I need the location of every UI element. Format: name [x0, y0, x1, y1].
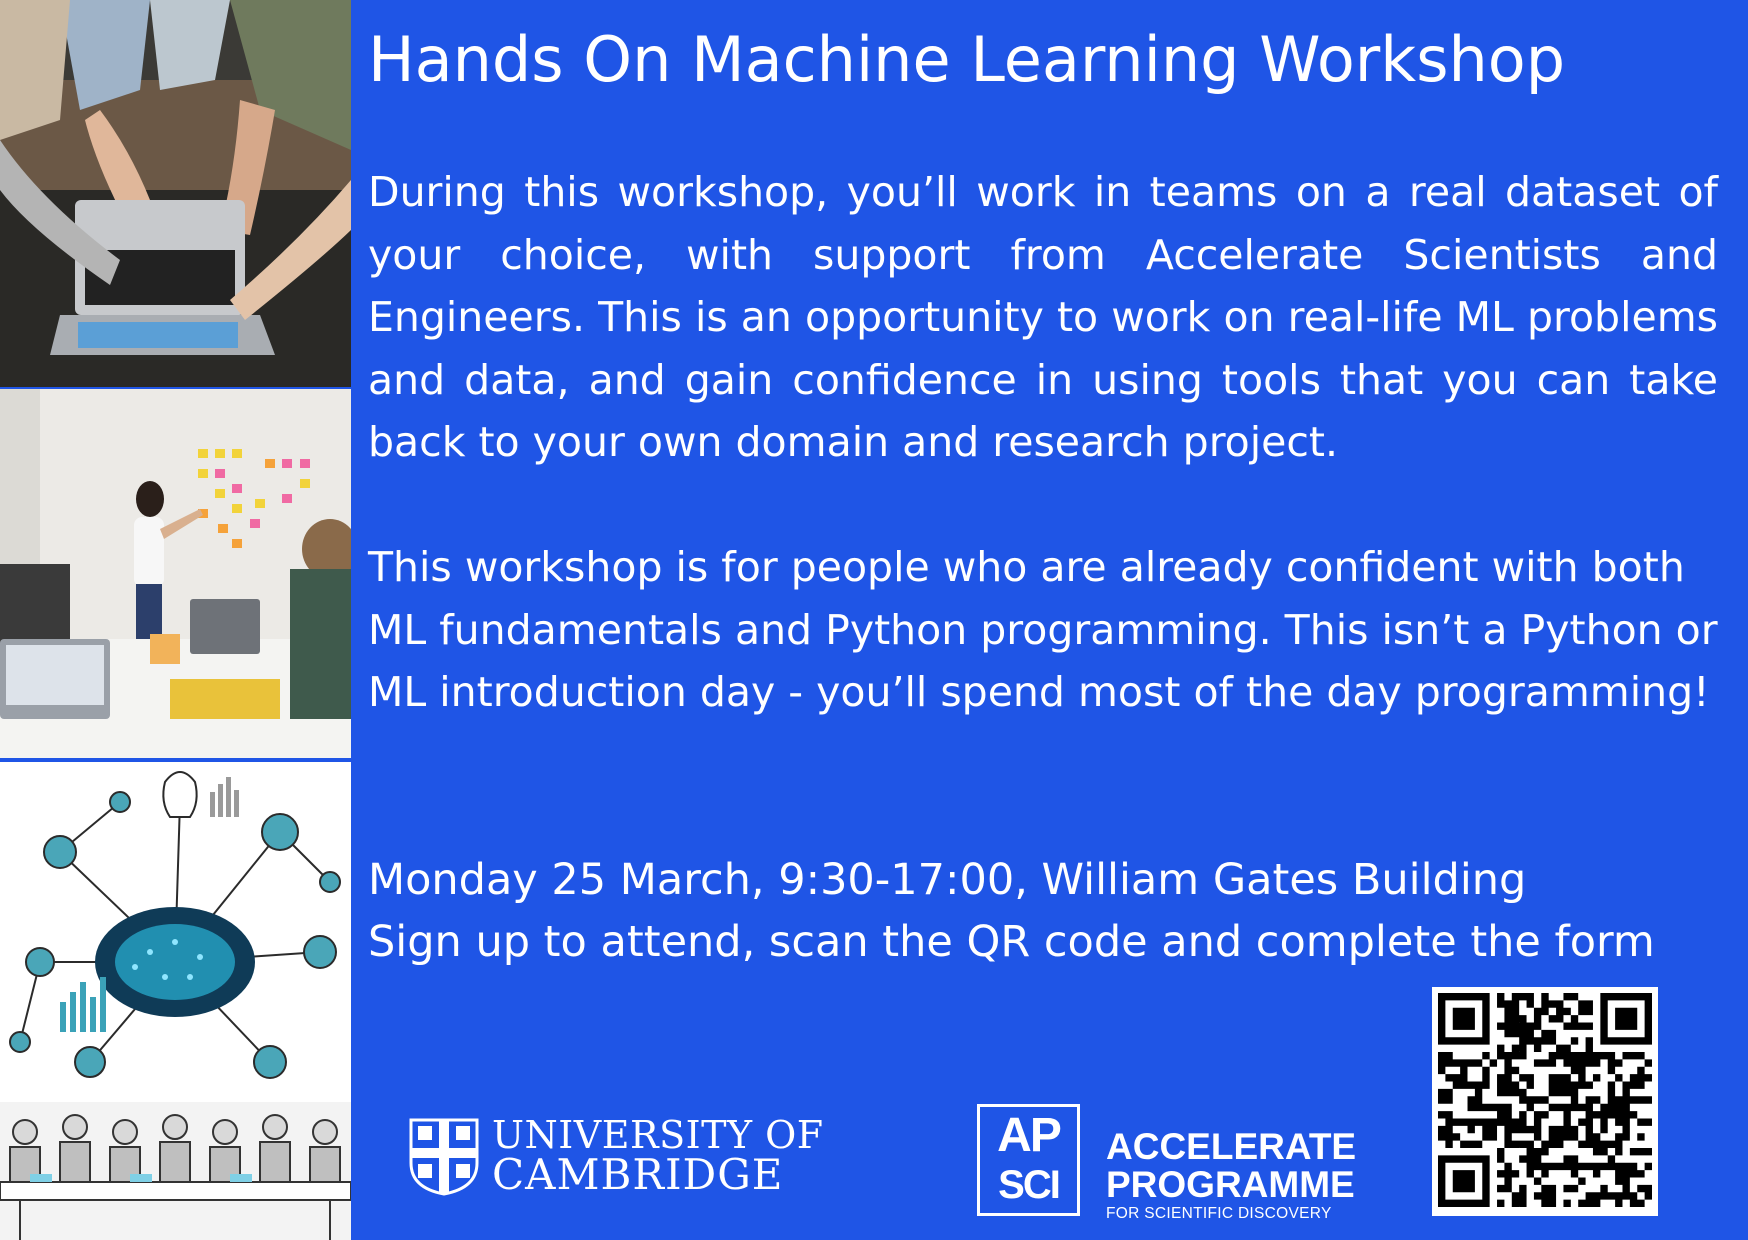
cambridge-line1: UNIVERSITY OF: [492, 1113, 824, 1157]
photo-sticky-notes-meeting: [0, 389, 351, 758]
accelerate-line1: ACCELERATE: [1106, 1126, 1357, 1167]
event-details: Monday 25 March, 9:30-17:00, William Gates Building: [368, 855, 1527, 905]
illustration-ml-brain-network: [0, 762, 351, 1240]
cambridge-line2: CAMBRIDGE: [492, 1150, 784, 1199]
page-title: Hands On Machine Learning Workshop: [368, 23, 1566, 96]
signup-qr-code[interactable]: [1432, 987, 1658, 1216]
apsci-bottom: SCI: [998, 1163, 1059, 1207]
apsci-mark: [977, 1104, 1080, 1216]
qr-code-icon: [1432, 987, 1658, 1216]
photo-column: [0, 0, 351, 1240]
cambridge-shield-icon: [409, 1118, 479, 1196]
description-paragraph: During this workshop, you’ll work in teams on a real dataset of your choice, with support from Accelerate Scientists and Engineers. This is an opportunity to work on real-life ML problems and data, and gain confidence in using tools that you can take back to your own domain and research project.: [368, 168, 1718, 466]
signup-instructions: Sign up to attend, scan the QR code and complete the form: [368, 917, 1655, 967]
accelerate-line3: FOR SCIENTIFIC DISCOVERY: [1106, 1205, 1332, 1222]
apsci-top: AP: [997, 1109, 1060, 1162]
audience-paragraph: This workshop is for people who are already confident with both ML fundamentals and Python programming. This isn’t a Python or ML introduction day - you’ll spend most of the day programming!: [368, 543, 1718, 716]
accelerate-line2: PROGRAMME: [1106, 1164, 1355, 1205]
photo-laptop-team: [0, 0, 351, 387]
